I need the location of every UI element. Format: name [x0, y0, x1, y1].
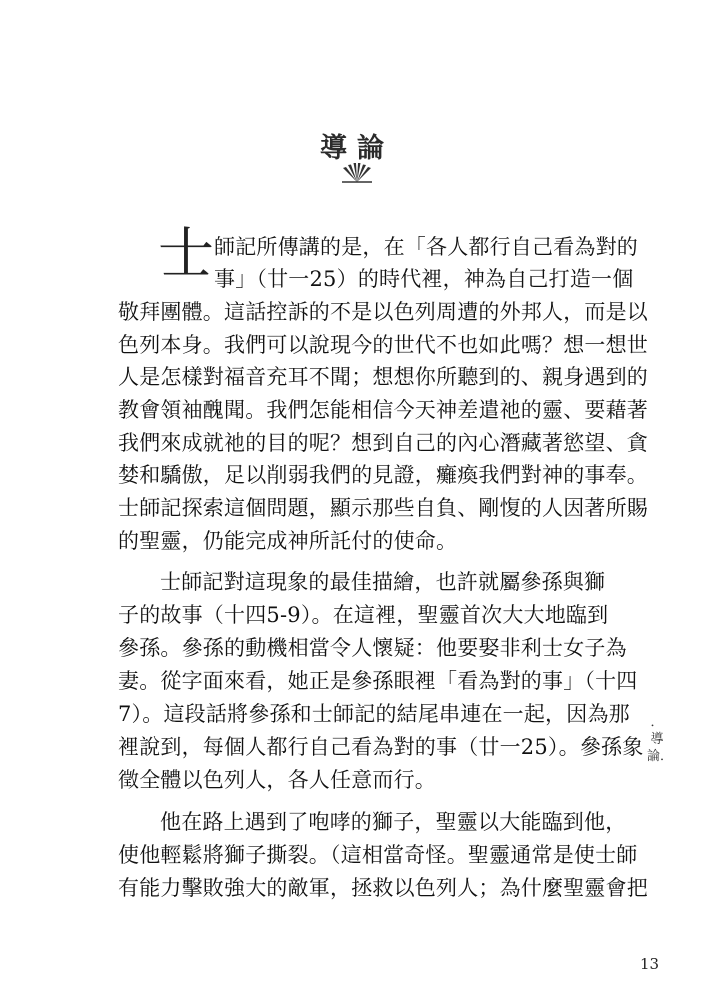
text-line: 婪和驕傲，足以削弱我們的見證，癱瘓我們對神的事奉。: [118, 463, 648, 487]
text-line: 色列本身。我們可以說現今的世代不也如此嗎？想一想世: [118, 333, 648, 357]
text-line: 妻。從字面來看，她正是參孫眼裡「看為對的事」（十四: [118, 669, 638, 693]
text-line: 士師記對這現象的最佳描繪，也許就屬參孫與獅: [160, 570, 606, 594]
text-line: 使他輕鬆將獅子撕裂。（這相當奇怪。聖靈通常是使士師: [118, 843, 638, 867]
text-line: 他在路上遇到了咆哮的獅子，聖靈以大能臨到他，: [160, 810, 627, 834]
page-number: 13: [640, 955, 660, 973]
text-line: 人是怎樣對福音充耳不聞；想想你所聽到的、親身遇到的: [118, 365, 648, 389]
text-line: 事」（廿一25）的時代裡，神為自己打造一個: [214, 267, 634, 291]
chapter-title: 導論: [320, 133, 394, 164]
text-line: 參孫。參孫的動機相當令人懷疑：他要娶非利士女子為: [118, 636, 627, 660]
text-line: 教會領袖醜聞。我們怎能相信今天神差遣祂的靈、要藉著: [118, 398, 648, 422]
running-header: ．導論．: [647, 715, 674, 764]
text-line: 有能力擊敗強大的敵軍，拯救以色列人；為什麼聖靈會把: [118, 876, 648, 900]
fan-ornament-icon: [339, 162, 375, 184]
drop-cap: 士: [158, 222, 214, 287]
text-line: 我們來成就祂的目的呢？想到自己的內心潛藏著慾望、貪: [118, 431, 648, 455]
text-line: 子的故事（十四5-9）。在這裡，聖靈首次大大地臨到: [118, 603, 609, 627]
text-line: 敬拜團體。這話控訴的不是以色列周遭的外邦人，而是以: [118, 300, 648, 324]
text-line: 士師記探索這個問題，顯示那些自負、剛愎的人因著所賜: [118, 496, 648, 520]
text-line: 師記所傳講的是，在「各人都行自己看為對的: [214, 235, 638, 259]
text-line: 徵全體以色列人，各人任意而行。: [118, 768, 436, 792]
text-line: 的聖靈，仍能完成神所託付的使命。: [118, 529, 458, 553]
text-line: 7）。這段話將參孫和士師記的結尾串連在一起，因為那: [118, 702, 630, 726]
text-line: 裡說到，每個人都行自己看為對的事（廿一25）。參孫象: [118, 735, 644, 759]
